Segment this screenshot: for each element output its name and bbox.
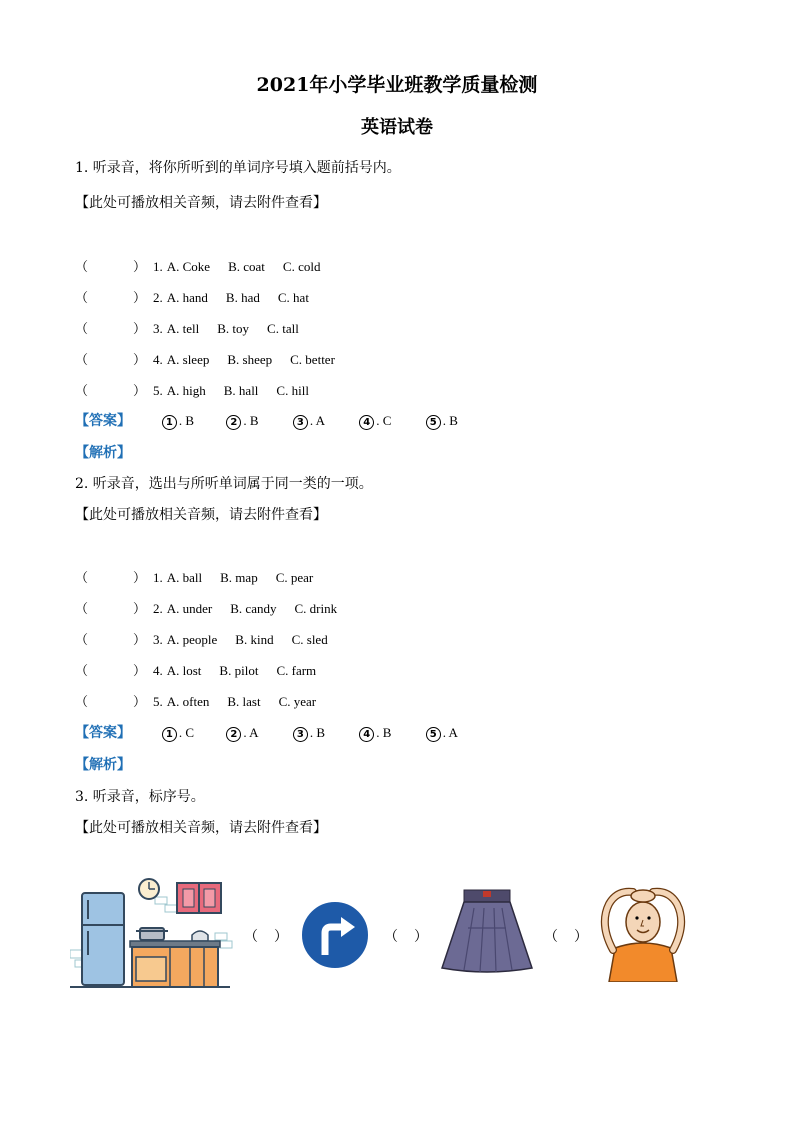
option-b: B. sheep bbox=[227, 352, 273, 367]
answer-blank-open[interactable]: （ bbox=[75, 352, 89, 367]
pic1-answer-blank[interactable] bbox=[244, 926, 288, 946]
option-c: C. pear bbox=[275, 570, 314, 585]
answer-blank-open[interactable]: （ bbox=[75, 601, 89, 616]
circled-number: 1 bbox=[162, 415, 177, 430]
option-b: B. pilot bbox=[219, 663, 259, 678]
answer-value: . C bbox=[178, 725, 195, 740]
q2-prompt: 2. 听录音，选出与所听单词属于同一类的一项。 bbox=[75, 476, 373, 492]
circled-number: 2 bbox=[226, 415, 241, 430]
option-c: C. farm bbox=[276, 663, 317, 678]
item-number: 3. bbox=[153, 632, 163, 647]
answer-4 bbox=[359, 725, 421, 742]
circled-number: 3 bbox=[293, 415, 308, 430]
answer-value: . A bbox=[442, 725, 458, 740]
q2-item-2 bbox=[75, 598, 355, 617]
q2-item-3 bbox=[75, 629, 346, 648]
item-number: 4. bbox=[153, 663, 163, 678]
pic2-answer-blank[interactable] bbox=[384, 926, 428, 946]
answer-tag: 【答案】 bbox=[75, 725, 131, 741]
item-number: 1. bbox=[153, 570, 163, 585]
answer-blank-open[interactable]: （ bbox=[75, 663, 89, 678]
q2-audio-note: 【此处可播放相关音频，请去附件查看】 bbox=[75, 507, 327, 523]
answer-value: . B bbox=[376, 725, 392, 740]
answer-blank-close: ） bbox=[133, 694, 147, 709]
answer-blank-open[interactable]: （ bbox=[75, 321, 89, 336]
analysis-tag: 【解析】 bbox=[75, 445, 131, 461]
answer-value: . C bbox=[376, 413, 392, 428]
answer-1 bbox=[162, 725, 222, 742]
answer-blank-close: ） bbox=[133, 383, 147, 398]
q2-item-1 bbox=[75, 567, 331, 586]
q1-answer-row bbox=[75, 410, 488, 430]
option-b: B. coat bbox=[228, 259, 265, 274]
option-a: A. sleep bbox=[166, 352, 210, 367]
option-a: A. hand bbox=[166, 290, 208, 305]
answer-blank-close: ） bbox=[133, 601, 147, 616]
answer-value: . A bbox=[309, 413, 325, 428]
option-b: B. had bbox=[225, 290, 260, 305]
answer-value: . B bbox=[442, 413, 458, 428]
exam-title: 2021年小学毕业班教学质量检测 bbox=[256, 74, 538, 96]
answer-value: . B bbox=[309, 725, 325, 740]
q1-item-3 bbox=[75, 318, 317, 337]
circled-number: 4 bbox=[359, 727, 374, 742]
option-a: A. often bbox=[166, 694, 210, 709]
answer-blank-close: ） bbox=[133, 352, 147, 367]
q2-analysis-row bbox=[75, 754, 131, 774]
option-c: C. sled bbox=[291, 632, 328, 647]
q1-item-1 bbox=[75, 256, 338, 275]
q2-answer-row bbox=[75, 722, 488, 742]
option-a: A. ball bbox=[166, 570, 203, 585]
q1-item-2 bbox=[75, 287, 327, 306]
kitchen-picture bbox=[70, 875, 235, 990]
q1-item-5 bbox=[75, 380, 327, 399]
item-number: 4. bbox=[153, 352, 163, 367]
item-number: 3. bbox=[153, 321, 163, 336]
answer-blank-open[interactable]: （ bbox=[75, 632, 89, 647]
answer-blank-close: ） bbox=[133, 632, 147, 647]
option-c: C. tall bbox=[267, 321, 299, 336]
item-number: 5. bbox=[153, 694, 163, 709]
paren-close: ） bbox=[414, 929, 428, 945]
item-number: 2. bbox=[153, 601, 163, 616]
answer-blank-open[interactable]: （ bbox=[75, 290, 89, 305]
skirt-picture bbox=[438, 888, 536, 974]
option-c: C. hill bbox=[276, 383, 309, 398]
item-number: 1. bbox=[153, 259, 163, 274]
paren-open: （ bbox=[544, 929, 558, 945]
circled-number: 1 bbox=[162, 727, 177, 742]
circled-number: 4 bbox=[359, 415, 374, 430]
answer-blank-close: ） bbox=[133, 290, 147, 305]
option-b: B. last bbox=[227, 694, 261, 709]
option-a: A. under bbox=[166, 601, 213, 616]
answer-blank-close: ） bbox=[133, 259, 147, 274]
paren-close: ） bbox=[274, 929, 288, 945]
answer-blank-open[interactable]: （ bbox=[75, 694, 89, 709]
answer-5 bbox=[426, 725, 488, 742]
option-b: B. hall bbox=[223, 383, 259, 398]
item-number: 2. bbox=[153, 290, 163, 305]
option-a: A. people bbox=[166, 632, 218, 647]
q2-item-5 bbox=[75, 691, 334, 710]
answer-value: . A bbox=[243, 725, 259, 740]
option-c: C. drink bbox=[294, 601, 338, 616]
answer-1 bbox=[162, 413, 222, 430]
q1-audio-note: 【此处可播放相关音频，请去附件查看】 bbox=[75, 195, 327, 211]
answer-value: . B bbox=[178, 413, 195, 428]
turn-right-sign-picture bbox=[299, 899, 371, 971]
circled-number: 3 bbox=[293, 727, 308, 742]
option-b: B. candy bbox=[230, 601, 277, 616]
q2-item-4 bbox=[75, 660, 334, 679]
answer-3 bbox=[293, 725, 355, 742]
paren-open: （ bbox=[384, 929, 398, 945]
answer-2 bbox=[226, 725, 288, 742]
option-a: A. high bbox=[166, 383, 206, 398]
answer-2 bbox=[226, 413, 288, 430]
answer-blank-open[interactable]: （ bbox=[75, 259, 89, 274]
circled-number: 5 bbox=[426, 415, 441, 430]
pic3-answer-blank[interactable] bbox=[544, 926, 588, 946]
q1-analysis-row bbox=[75, 442, 131, 462]
exam-subtitle: 英语试卷 bbox=[361, 117, 433, 138]
paren-open: （ bbox=[244, 929, 258, 945]
item-number: 5. bbox=[153, 383, 163, 398]
q1-prompt: 1. 听录音，将你所听到的单词序号填入题前括号内。 bbox=[75, 160, 401, 176]
answer-tag: 【答案】 bbox=[75, 413, 131, 429]
option-b: B. toy bbox=[217, 321, 250, 336]
answer-blank-close: ） bbox=[133, 663, 147, 678]
answer-blank-close: ） bbox=[133, 321, 147, 336]
option-b: B. kind bbox=[235, 632, 274, 647]
option-c: C. better bbox=[290, 352, 335, 367]
option-c: C. year bbox=[278, 694, 317, 709]
answer-blank-close: ） bbox=[133, 570, 147, 585]
q1-item-4 bbox=[75, 349, 353, 368]
paren-close: ） bbox=[574, 929, 588, 945]
answer-5 bbox=[426, 413, 488, 430]
circled-number: 2 bbox=[226, 727, 241, 742]
q3-audio-note: 【此处可播放相关音频，请去附件查看】 bbox=[75, 820, 327, 836]
option-a: A. Coke bbox=[166, 259, 211, 274]
boy-hands-on-head-picture bbox=[597, 884, 689, 982]
answer-value: . B bbox=[243, 413, 259, 428]
q3-prompt: 3. 听录音，标序号。 bbox=[75, 789, 205, 805]
answer-blank-open[interactable]: （ bbox=[75, 383, 89, 398]
circled-number: 5 bbox=[426, 727, 441, 742]
option-b: B. map bbox=[220, 570, 258, 585]
analysis-tag: 【解析】 bbox=[75, 757, 131, 773]
option-c: C. cold bbox=[282, 259, 321, 274]
option-a: A. tell bbox=[166, 321, 200, 336]
option-c: C. hat bbox=[277, 290, 309, 305]
option-a: A. lost bbox=[166, 663, 202, 678]
answer-blank-open[interactable]: （ bbox=[75, 570, 89, 585]
answer-3 bbox=[293, 413, 355, 430]
answer-4 bbox=[359, 413, 421, 430]
